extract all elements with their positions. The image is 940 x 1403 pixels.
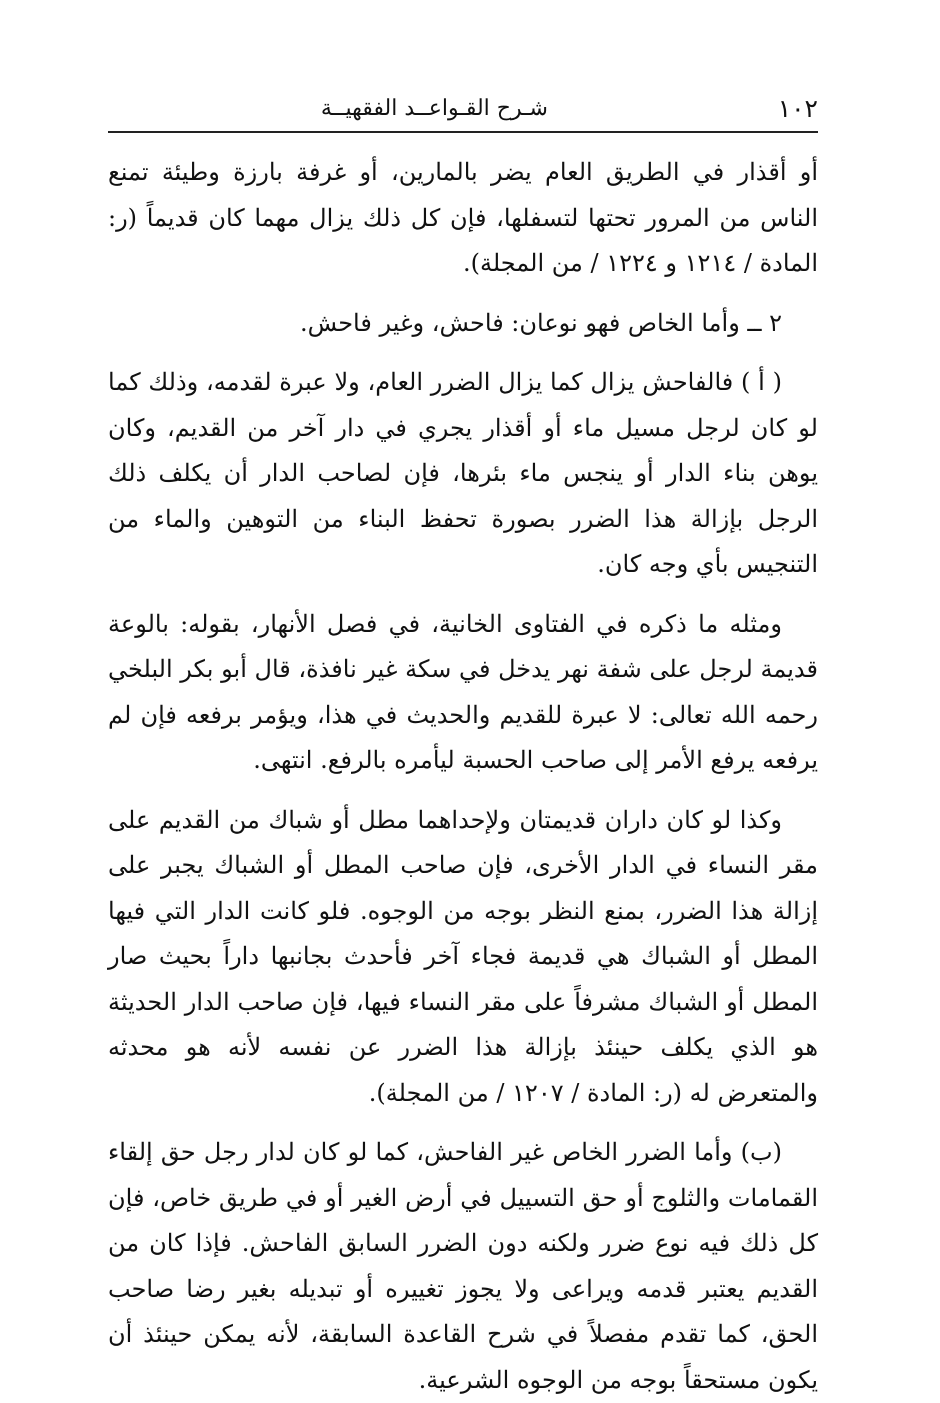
header-rule [108,131,818,133]
paragraph-fatawa-khaniyya: ومثله ما ذكره في الفتاوى الخانية، في فصل الأنهار، بقوله: بالوعة قديمة لرجل على شفة نهر يدخل في سكة غير نافذة، قال أبو بكر البلخي رحمه الله تعالى: لا عبرة للقديم والحديث في هذا، ويؤمر برفعه فإن لم يرفعه يرفع الأمر إلى صاحب الحسبة ليأمره بالرفع. انتهى. [108,609,818,774]
paragraph-two-houses: وكذا لو كان داران قديمتان ولإحداهما مطل أو شباك من القديم على مقر النساء في الدار الأخرى، فإن صاحب المطل أو الشباك يجبر على إزالة هذا الضرر، بمنع النظر بوجه من الوجوه. فلو كانت الدار التي فيها المطل أو الشباك هي قديمة فجاء آخر فأحدث بجانبها داراً بحيث صار المطل أو الشباك مشرفاً على مقر النساء فيها، فإن صاحب الدار الحديثة هو الذي يكلف حينئذ بإزالة هذا الضرر عن نفسه لأنه هو محدثه والمتعرض له (ر: المادة / ١٢٠٧ / من المجلة). [108,805,819,1107]
paragraph-continuation: أو أقذار في الطريق العام يضر بالمارين، أو غرفة بارزة وطيئة تمنع الناس من المرور تحتها لتسفلها، فإن كل ذلك يزال مهما كان قديماً (ر: المادة / ١٢١٤ و ١٢٢٤ / من المجلة). [108,158,818,277]
paragraph-special-harm-types: ٢ ــ وأما الخاص فهو نوعان: فاحش، وغير فاحش. [299,308,782,337]
paragraph-gross-harm: ( أ ) فالفاحش يزال كما يزال الضرر العام، ولا عبرة لقدمه، وذلك كما لو كان لرجل مسيل ماء أو أقذار يجري في دار آخر من القديم، وكان يوهن بناء الدار أو ينجس ماء بئرها، فإن لصاحب الدار أن يكلف ذلك الرجل بإزالة هذا الضرر بصورة تحفظ البناء من التوهين والماء من التنجيس بأي وجه كان. [108,368,818,578]
paragraph-non-gross-harm: (ب) وأما الضرر الخاص غير الفاحش، كما لو كان لدار رجل حق إلقاء القمامات والثلوج أو حق التسييل في أرض الغير أو في طريق خاص، فإن كل ذلك فيه نوع ضرر ولكنه دون الضرر السابق الفاحش. فإذا كان من القديم يعتبر قدمه ويراعى ولا يجوز تغييره أو تبديله بغير رضا صاحب الحق، كما تقدم مفصلاً في شرح القاعدة السابقة، لأنه يمكن حينئذ أن يكون مستحقاً بوجه من الوجوه الشرعية. [108,1138,818,1394]
page-number: ١٠٢ [777,94,818,123]
body-text [108,150,818,1403]
page-header [108,92,818,126]
running-title: شـرح القـواعــد الفقهيــة [320,96,548,121]
